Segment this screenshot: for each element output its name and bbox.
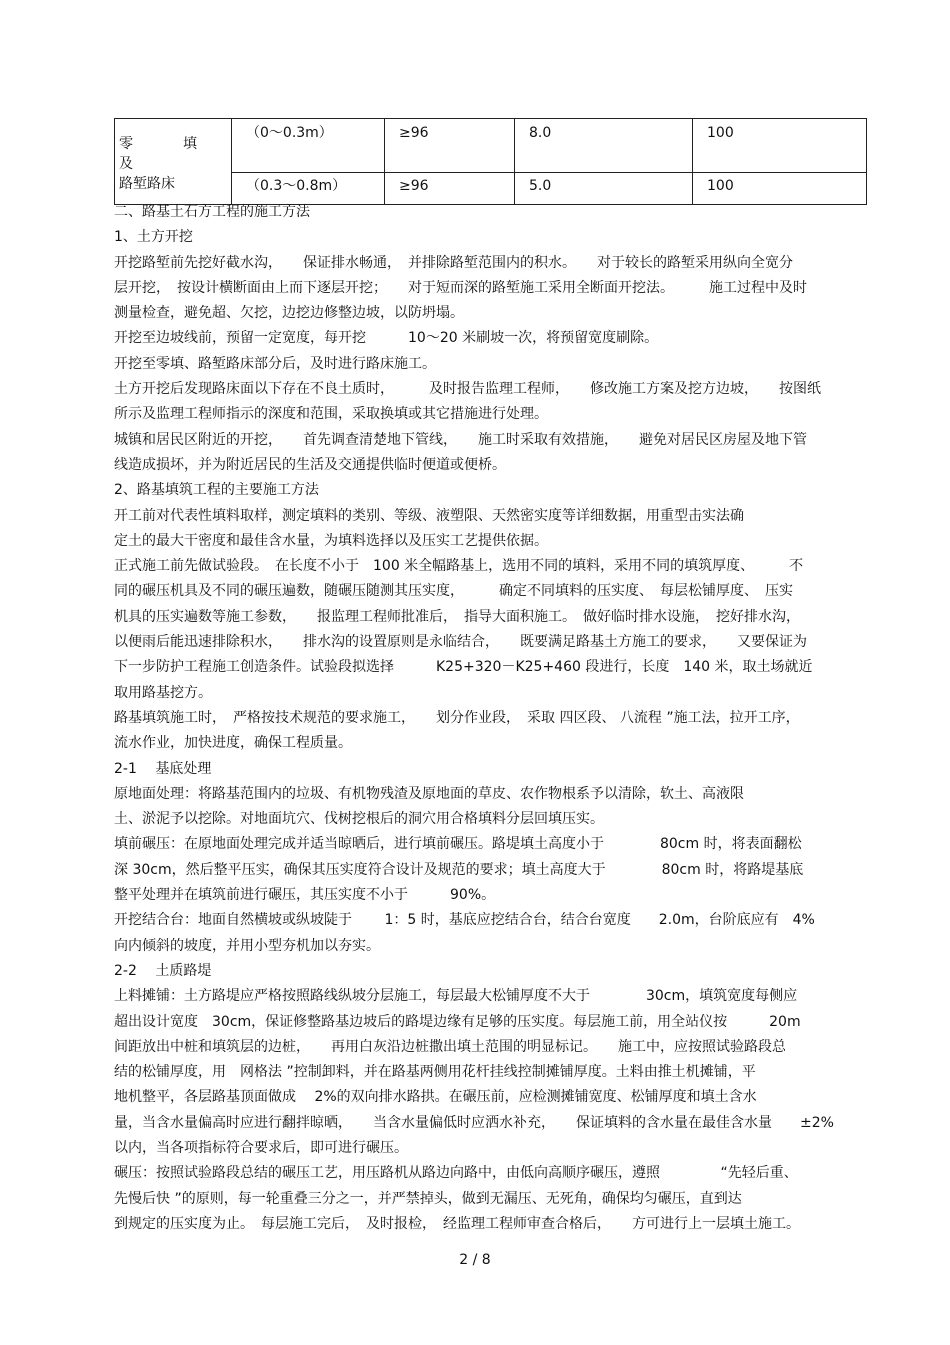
text-line: 二、路基土石方工程的施工方法 <box>114 204 310 220</box>
table-cell: 5.0 <box>515 173 693 205</box>
text-line: 机具的压实遍数等施工参数， 报监理工程师批准后， 指导大面积施工。 做好临时排水设施， 挖好排水沟， <box>114 608 800 625</box>
text-line: 以内，当各项指标符合要求后，即可进行碾压。 <box>114 1139 408 1156</box>
text-line: 上料摊铺：土方路堤应严格按照路线纵坡分层施工，每层最大松铺厚度不大于 30cm，填筑宽度每侧应 <box>114 988 798 1005</box>
row-label-line: 路堑路床 <box>119 175 175 192</box>
text-line: 2、路基填筑工程的主要施工方法 <box>114 482 319 499</box>
row-label-line: 零 填 及 <box>119 135 247 172</box>
text-line: 碾压：按照试验路段总结的碾压工艺，用压路机从路边向路中，由低向高顺序碾压，遵照 “先轻后重、 <box>114 1165 798 1182</box>
text-line: 开工前对代表性填料取样，测定填料的类别、等级、液塑限、天然密实度等详细数据，用重型击实法确 <box>114 507 744 524</box>
text-line: 2-2 土质路堤 <box>114 962 212 979</box>
table-cell: （0～0.3m） <box>232 119 385 173</box>
text-line: 原地面处理：将路基范围内的垃圾、有机物残渣及原地面的草皮、农作物根系予以清除，软土、高液限 <box>114 785 744 802</box>
text-line: 城镇和居民区附近的开挖， 首先调查清楚地下管线， 施工时采取有效措施， 避免对居民区房屋及地下管 <box>114 431 807 448</box>
text-line: 正式施工前先做试验段。 在长度不小于 100 米全幅路基上，选用不同的填料，采用不同的填筑厚度、 不 <box>114 558 804 575</box>
text-line: 超出设计宽度 30cm，保证修整路基边坡后的路堤边缘有足够的压实度。每层施工前，用全站仪按 20m <box>114 1013 801 1030</box>
text-line: 量，当含水量偏高时应进行翻拌晾晒， 当含水量偏低时应洒水补充， 保证填料的含水量在最佳含水量 ±2% <box>114 1114 834 1131</box>
text-line: 下一步防护工程施工创造条件。试验段拟选择 K25+320－K25+460 段进行，长度 140 米，取土场就近 <box>114 659 813 676</box>
text-line: 路基填筑施工时， 严格按技术规范的要求施工， 划分作业段， 采取 四区段、 八流程 ”施工法，拉开工序， <box>114 709 800 726</box>
text-line: 定土的最大干密度和最佳含水量，为填料选择以及压实工艺提供依据。 <box>114 532 548 549</box>
text-line: 取用路基挖方。 <box>114 684 212 701</box>
text-line: 结的松铺厚度，用 网格法 ”控制卸料，并在路基两侧用花杆挂线控制摊铺厚度。土料由推土机摊铺，平 <box>114 1064 756 1081</box>
text-line: 间距放出中桩和填筑层的边桩， 再用白灰沿边桩撒出填土范围的明显标记。 施工中，应按照试验路段总 <box>114 1038 786 1055</box>
table-cell: 100 <box>693 173 867 205</box>
table-cell: ≥96 <box>385 173 515 205</box>
text-line: 土方开挖后发现路床面以下存在不良土质时， 及时报告监理工程师， 修改施工方案及挖方边坡， 按图纸 <box>114 381 821 398</box>
table-cell: （0.3～0.8m） <box>232 173 385 205</box>
text-line: 以便雨后能迅速排除积水， 排水沟的设置原则是永临结合， 既要满足路基土方施工的要求， 又要保证为 <box>114 634 807 651</box>
text-line: 所示及监理工程师指示的深度和范围，采取换填或其它措施进行处理。 <box>114 406 548 423</box>
text-line: 整平处理并在填筑前进行碾压，其压实度不小于 90%。 <box>114 887 496 904</box>
body-text <box>114 200 866 1237</box>
text-line: 地机整平，各层路基顶面做成 2%的双向排水路拱。在碾压前，应检测摊铺宽度、松铺厚度和填土含水 <box>114 1089 757 1106</box>
table-cell: ≥96 <box>385 119 515 173</box>
text-line: 2-1 基底处理 <box>114 760 212 777</box>
text-line: 层开挖， 按设计横断面由上而下逐层开挖； 对于短而深的路堑施工采用全断面开挖法。 施工过程中及时 <box>114 279 807 296</box>
text-line: 1、土方开挖 <box>114 229 193 246</box>
text-line: 先慢后快 ”的原则，每一轮重叠三分之一，并严禁掉头，做到无漏压、无死角，确保均匀碾压，直到达 <box>114 1190 742 1207</box>
text-line: 土、淤泥予以挖除。对地面坑穴、伐树挖根后的洞穴用合格填料分层回填压实。 <box>114 811 604 828</box>
text-line: 深 30cm，然后整平压实，确保其压实度符合设计及规范的要求；填土高度大于 80cm 时，将路堤基底 <box>114 861 804 878</box>
table-row <box>115 119 867 173</box>
text-line: 线造成损坏，并为附近居民的生活及交通提供临时便道或便桥。 <box>114 456 506 473</box>
text-line: 同的碾压机具及不同的碾压遍数，随碾压随测其压实度， 确定不同填料的压实度、 每层松铺厚度、 压实 <box>114 583 793 600</box>
table-cell: 100 <box>693 119 867 173</box>
text-line: 开挖至边坡线前，预留一定宽度，每开挖 10～20 米刷坡一次，将预留宽度刷除。 <box>114 330 659 347</box>
text-line: 开挖结合台：地面自然横坡或纵坡陡于 1：5 时，基底应挖结合台，结合台宽度 2.0m，台阶底应有 4% <box>114 912 815 929</box>
text-line: 开挖路堑前先挖好截水沟， 保证排水畅通， 并排除路堑范围内的积水。 对于较长的路堑采用纵向全宽分 <box>114 254 793 271</box>
text-line: 流水作业，加快进度，确保工程质量。 <box>114 735 352 752</box>
page-number: 2 / 8 <box>459 1252 491 1268</box>
row-label-cell <box>115 119 247 205</box>
text-line: 测量检查，避免超、欠挖，边挖边修整边坡，以防坍塌。 <box>114 305 464 322</box>
text-line: 向内倾斜的坡度，并用小型夯机加以夯实。 <box>114 937 380 954</box>
text-line: 填前碾压：在原地面处理完成并适当晾晒后，进行填前碾压。路堤填土高度小于 80cm 时，将表面翻松 <box>114 836 802 853</box>
table-cell: 8.0 <box>515 119 693 173</box>
text-line: 到规定的压实度为止。 每层施工完后， 及时报检， 经监理工程师审查合格后， 方可进行上一层填土施工。 <box>114 1215 800 1232</box>
text-line: 开挖至零填、路堑路床部分后，及时进行路床施工。 <box>114 355 436 372</box>
compaction-table <box>114 118 867 205</box>
